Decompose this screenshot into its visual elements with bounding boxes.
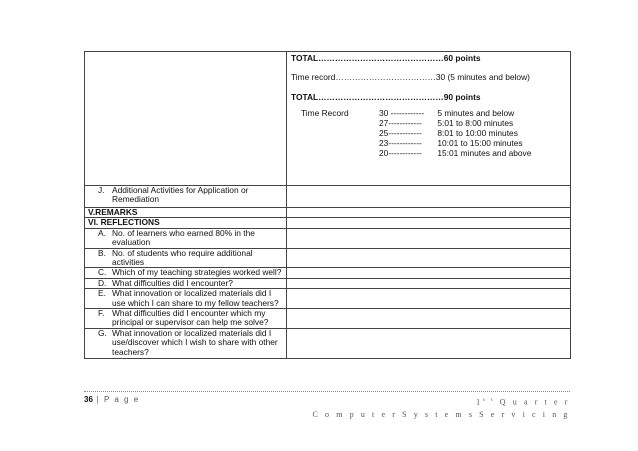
time-record-rubric [301,109,566,169]
reflection-row [85,228,571,248]
additional-activities-row [85,186,571,208]
reflection-question [85,248,287,268]
page-number: 36 [84,395,93,404]
reflections-heading: VI. REFLECTIONS [85,218,287,228]
lesson-plan-table [84,51,571,359]
empty-right-cell [287,228,571,248]
reflection-question [85,289,287,309]
empty-right-cell [287,248,571,268]
rubric-row [379,109,514,118]
item-text: What innovation or localized materials did I use which I can share to my fellow teachers? [112,288,279,308]
remarks-row [85,208,571,218]
item-text: No. of learners who earned 80% in the evaluation [112,227,255,248]
rubric-points: 23------------ [379,138,422,149]
empty-right-cell [287,186,571,208]
item-text: What difficulties did I encounter? [112,277,233,288]
time-record-line: Time record………………………………30 (5 minutes and below) [291,72,530,83]
item-text: No. of students who require additional activities [112,247,253,268]
empty-right-cell [287,218,571,228]
reflections-row [85,218,571,228]
quarter-word: Q u a r t e r [499,397,570,407]
item-marker: G. [98,327,107,338]
remarks-heading: V.REMARKS [85,208,287,218]
rubric-row [379,139,523,148]
page-number-footer [84,395,140,404]
reflection-row [85,268,571,278]
item-text: Additional Activities for Application or Remediation [112,185,249,205]
empty-left-cell [85,52,287,186]
rubric-points: 25------------ [379,128,422,139]
rubric-range: 5 minutes and below [437,108,515,119]
rubric-range: 10:01 to 15:00 minutes [437,138,523,149]
rubric-points: 27------------ [379,118,422,129]
course-footer [312,395,570,421]
rubric-range: 5:01 to 8:00 minutes [437,118,514,129]
reflection-question [85,268,287,278]
total-60-points: TOTAL………………………………………60 points [291,53,481,63]
page-label: | P a g e [96,395,140,404]
item-text: What innovation or localized materials did I use/discover which I wish to share with other teachers? [112,327,278,357]
item-marker: F. [98,308,105,319]
empty-right-cell [287,309,571,329]
footer-divider [84,391,570,392]
rubric-row [379,129,518,138]
rubric-points: 30 ------------ [379,108,425,119]
quarter-label [312,395,570,409]
course-title: C o m p u t e r S y s t e m s S e r v i c i n g [312,409,570,419]
reflection-row [85,328,571,358]
reflection-row [85,289,571,309]
rubric-range: 8:01 to 10:00 minutes [437,128,518,139]
empty-right-cell [287,208,571,218]
item-marker: A. [98,227,106,238]
reflection-question [85,309,287,329]
item-marker: B. [98,247,106,258]
item-marker: J. [98,185,105,195]
reflection-question [85,228,287,248]
rubric-points: 20------------ [379,148,422,159]
reflection-question [85,328,287,358]
scoring-row [85,52,571,186]
reflection-row [85,309,571,329]
empty-right-cell [287,328,571,358]
scoring-cell [287,52,571,186]
rubric-row [379,119,513,128]
empty-right-cell [287,268,571,278]
reflection-question [85,278,287,288]
item-text: Which of my teaching strategies worked well? [112,267,282,278]
additional-activities-cell [85,186,287,208]
rubric-label: Time Record [301,108,349,119]
reflection-row [85,278,571,288]
rubric-range: 15:01 minutes and above [437,148,532,159]
item-text: What difficulties did I encounter which my principal or supervisor can help me solve? [112,308,269,328]
item-marker: E. [98,288,106,299]
total-90-points: TOTAL………………………………………90 points [291,91,481,102]
quarter-number: 1 [476,397,483,407]
reflection-row [85,248,571,268]
empty-right-cell [287,289,571,309]
rubric-row [379,149,531,158]
quarter-suffix: s t [482,398,496,403]
item-marker: D. [98,277,107,288]
item-marker: C. [98,267,107,278]
empty-right-cell [287,278,571,288]
